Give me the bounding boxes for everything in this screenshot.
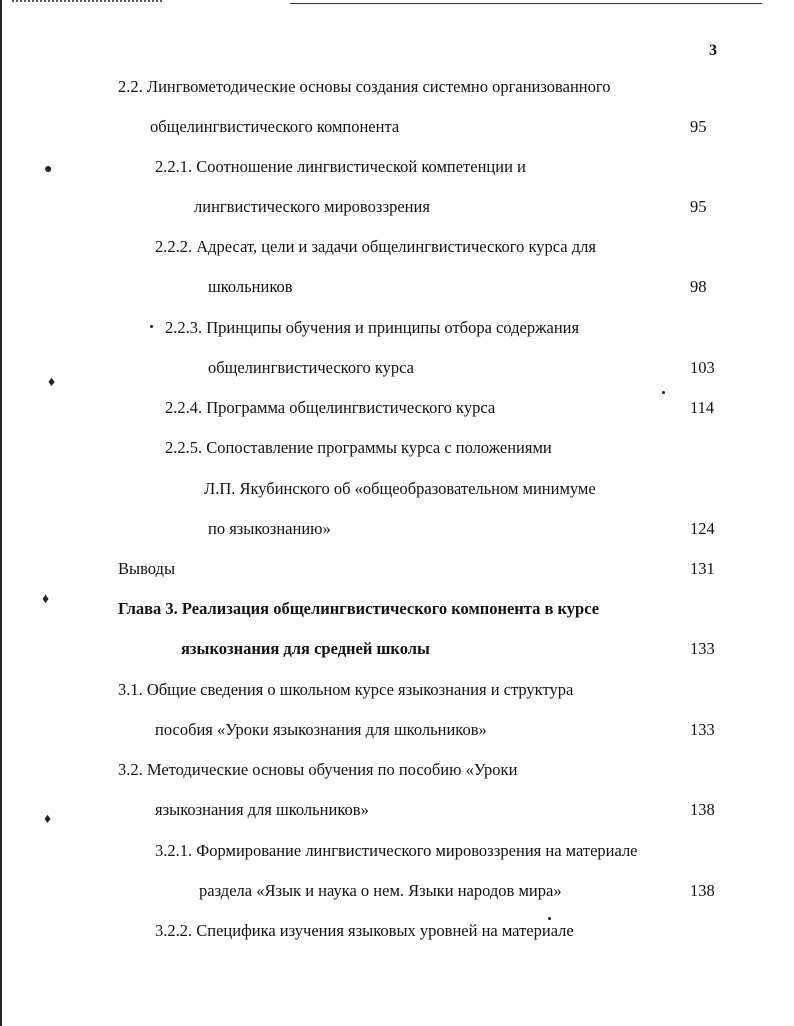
toc-line: 2.2.3. Принципы обучения и принципы отбора содержания bbox=[165, 318, 580, 337]
toc-chapter-heading: языкознания для средней школы bbox=[181, 639, 430, 658]
scan-speck: ♦ bbox=[42, 592, 50, 607]
toc-page: 98 bbox=[690, 277, 707, 296]
top-rule bbox=[290, 3, 762, 4]
toc-line: пособия «Уроки языкознания для школьников» bbox=[155, 720, 487, 739]
toc-line: Выводы bbox=[118, 559, 176, 578]
scan-dot bbox=[662, 391, 665, 394]
toc-line: языкознания для школьников» bbox=[155, 800, 369, 819]
toc-line: лингвистического мировоззрения bbox=[194, 197, 430, 216]
toc-page: 138 bbox=[690, 800, 715, 819]
toc-line: 2.2.4. Программа общелингвистического курса bbox=[165, 398, 496, 417]
scan-speck: ● bbox=[44, 162, 53, 177]
toc-line: Л.П. Якубинского об «общеобразовательном минимуме bbox=[204, 479, 596, 498]
toc-line: 3.2. Методические основы обучения по пособию «Уроки bbox=[118, 760, 518, 779]
toc-page: 95 bbox=[690, 117, 707, 136]
toc-page: 114 bbox=[690, 398, 715, 417]
toc-line: 3.2.2. Специфика изучения языковых уровней на материале bbox=[155, 921, 574, 940]
toc-line: общелингвистического курса bbox=[208, 358, 414, 377]
toc-line: по языкознанию» bbox=[208, 519, 331, 538]
toc-line: 2.2.5. Сопоставление программы курса с положениями bbox=[165, 438, 552, 457]
toc-line: 3.2.1. Формирование лингвистического мировоззрения на материале bbox=[155, 841, 638, 860]
toc-line: раздела «Язык и наука о нем. Языки народов мира» bbox=[199, 881, 562, 900]
toc-page: 95 bbox=[690, 197, 707, 216]
toc-line: 2.2.1. Соотношение лингвистической компетенции и bbox=[155, 157, 526, 176]
toc-line: 3.1. Общие сведения о школьном курсе языкознания и структура bbox=[118, 680, 574, 699]
scan-dot bbox=[150, 325, 153, 328]
scan-speck: ♦ bbox=[44, 812, 52, 827]
top-scan-mark bbox=[12, 0, 162, 8]
toc-line: школьников bbox=[208, 277, 293, 296]
toc-page: 138 bbox=[690, 881, 715, 900]
toc-page: 133 bbox=[690, 720, 715, 739]
toc-line: 2.2. Лингвометодические основы создания системно организованного bbox=[118, 77, 611, 96]
toc-page: 133 bbox=[690, 639, 715, 658]
scan-speck: ♦ bbox=[48, 375, 56, 390]
scan-dot bbox=[548, 917, 551, 920]
toc-page: 103 bbox=[690, 358, 715, 377]
page-number: 3 bbox=[709, 42, 717, 59]
page-left-edge bbox=[0, 0, 2, 1026]
toc-line: общелингвистического компонента bbox=[150, 117, 400, 136]
toc-page: 131 bbox=[690, 559, 715, 578]
toc-chapter-heading: Глава 3. Реализация общелингвистического компонента в курсе bbox=[118, 599, 600, 618]
toc-line: 2.2.2. Адресат, цели и задачи общелингвистического курса для bbox=[155, 237, 596, 256]
toc-page: 124 bbox=[690, 519, 715, 538]
